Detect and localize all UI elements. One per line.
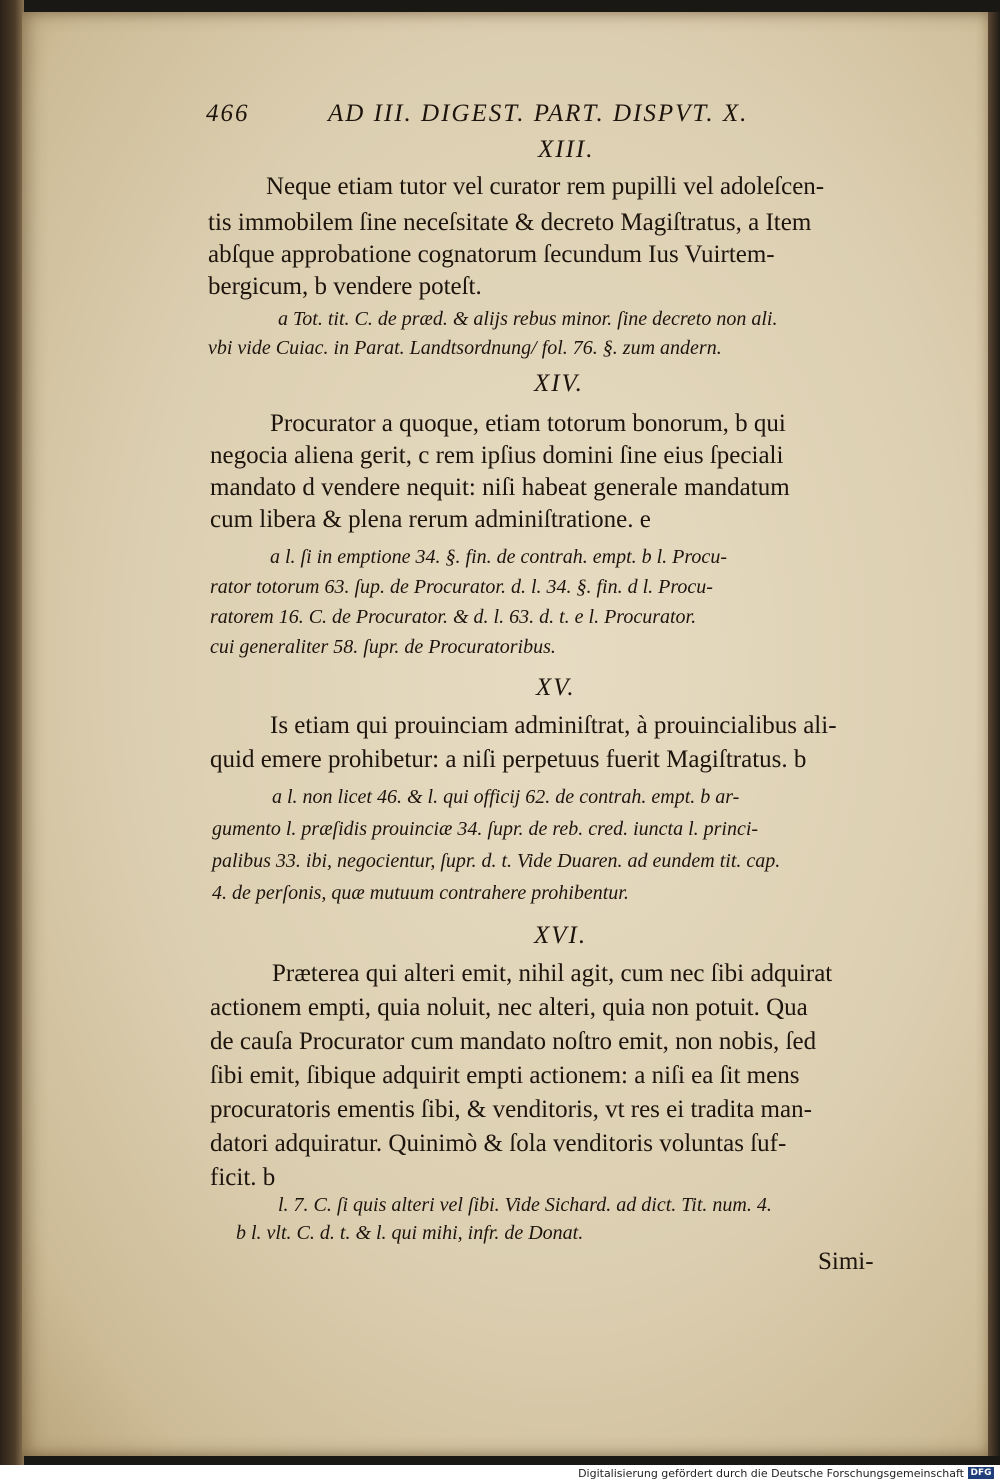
body-line: negocia aliena gerit, c rem ipſius domini ſine eius ſpeciali <box>210 442 784 469</box>
footnote-line: gumento l. præſidis prouinciæ 34. ſupr. de reb. cred. iuncta l. princi- <box>212 818 759 840</box>
footnote-line: cui generaliter 58. ſupr. de Procuratoribus. <box>210 636 556 658</box>
section-heading: XV. <box>536 674 576 701</box>
section-heading: XIV. <box>534 370 584 397</box>
body-line: actionem empti, quia noluit, nec alteri, quia non potuit. Qua <box>210 994 808 1021</box>
page-edge <box>988 12 1000 1456</box>
section-heading: XVI. <box>534 922 588 949</box>
body-line: Procurator a quoque, etiam totorum bonorum, b qui <box>270 410 786 437</box>
body-line: ficit. b <box>210 1164 276 1191</box>
footnote-line: rator totorum 63. ſup. de Procurator. d. l. 34. §. fin. d l. Procu- <box>210 576 713 598</box>
footnote-line: a Tot. tit. C. de præd. & alijs rebus minor. ſine decreto non ali. <box>278 308 778 330</box>
body-line: abſque approbatione cognatorum ſecundum Ius Vuirtem- <box>208 241 775 268</box>
body-line: quid emere prohibetur: a niſi perpetuus fuerit Magiſtratus. b <box>210 746 807 773</box>
dfg-logo: DFG <box>968 1467 994 1479</box>
body-line: Is etiam qui prouinciam adminiſtrat, à prouincialibus ali- <box>270 712 837 739</box>
footnote-line: palibus 33. ibi, negocientur, ſupr. d. t. Vide Duaren. ad eundem tit. cap. <box>212 850 781 872</box>
footnote-line: ratorem 16. C. de Procurator. & d. l. 63. d. t. e l. Procurator. <box>210 606 697 628</box>
body-line: cum libera & plena rerum adminiſtratione. e <box>210 506 651 533</box>
body-line: de cauſa Procurator cum mandato noſtro emit, non nobis, ſed <box>210 1028 817 1055</box>
body-line: bergicum, b vendere poteſt. <box>208 273 482 300</box>
book-spine <box>0 0 24 1465</box>
footnote-line: a l. ſi in emptione 34. §. fin. de contrah. empt. b l. Procu- <box>270 546 727 568</box>
footnote-line: vbi vide Cuiac. in Parat. Landtsordnung/ fol. 76. §. zum andern. <box>208 337 722 359</box>
footer-credit: Digitalisierung gefördert durch die Deutsche Forschungsgemeinschaft <box>578 1467 964 1480</box>
body-line: procuratoris ementis ſibi, & venditoris, vt res ei tradita man- <box>210 1096 812 1123</box>
body-line: tis immobilem ſine neceſsitate & decreto Magiſtratus, a Item <box>208 209 812 236</box>
footnote-line: a l. non licet 46. & l. qui officij 62. de contrah. empt. b ar- <box>272 786 740 808</box>
section-heading: XIII. <box>538 136 595 163</box>
footnote-line: 4. de perſonis, quæ mutuum contrahere prohibentur. <box>212 882 629 904</box>
footnote-line: b l. vlt. C. d. t. & l. qui mihi, infr. de Donat. <box>236 1222 584 1244</box>
body-line: Præterea qui alteri emit, nihil agit, cum nec ſibi adquirat <box>272 960 833 987</box>
body-line: ſibi emit, ſibique adquirit empti actionem: a niſi ea ſit mens <box>210 1062 800 1089</box>
catchword: Simi- <box>818 1248 874 1275</box>
footnote-line: l. 7. C. ſi quis alteri vel ſibi. Vide Sichard. ad dict. Tit. num. 4. <box>278 1194 772 1216</box>
body-line: Neque etiam tutor vel curator rem pupilli vel adoleſcen- <box>266 173 825 200</box>
running-head: AD III. DIGEST. PART. DISPVT. X. <box>328 100 749 127</box>
body-line: datori adquiratur. Quinimò & ſola venditoris voluntas ſuf- <box>210 1130 787 1157</box>
body-line: mandato d vendere nequit: niſi habeat generale mandatum <box>210 474 790 501</box>
page-number: 466 <box>206 100 250 127</box>
